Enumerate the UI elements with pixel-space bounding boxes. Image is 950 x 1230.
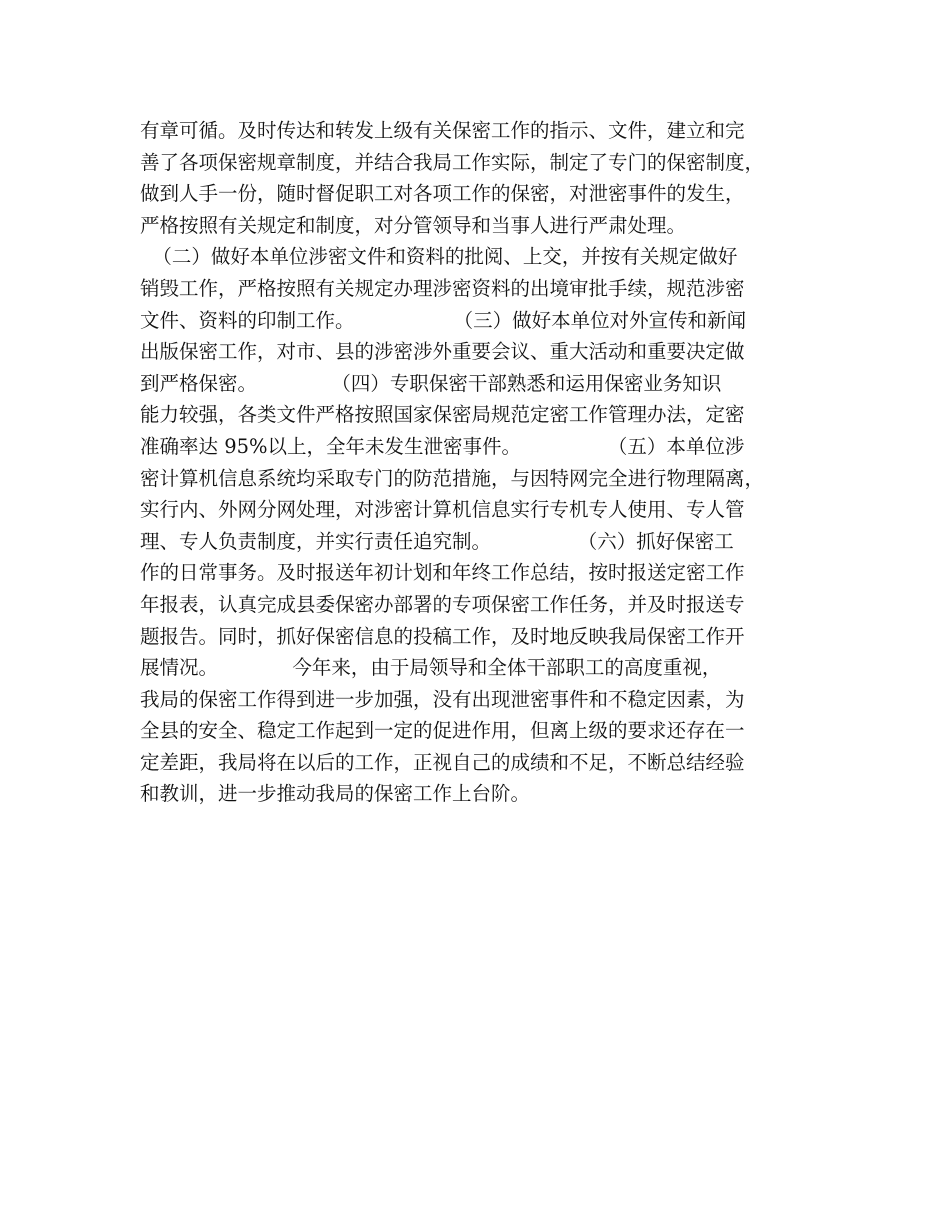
text-line: 我局的保密工作得到进一步加强，没有出现泄密事件和不稳定因素，为: [140, 687, 745, 711]
text-line: 准确率达 95%以上，全年未发生泄密事件。 （五）本单位涉: [140, 434, 745, 458]
text-line: 销毁工作，严格按照有关规定办理涉密资料的出境审批手续，规范涉密: [140, 276, 745, 300]
text-line: 做到人手一份，随时督促职工对各项工作的保密，对泄密事件的发生，: [140, 182, 745, 206]
text-line: 理、专人负责制度，并实行责任追究制。 （六）抓好保密工: [140, 529, 734, 553]
text-line: 到严格保密。 （四）专职保密干部熟悉和运用保密业务知识: [140, 371, 722, 395]
text-line: （二）做好本单位涉密文件和资料的批阅、上交，并按有关规定做好: [140, 245, 738, 269]
text-line: 展情况。 今年来，由于局领导和全体干部职工的高度重视，: [140, 656, 722, 680]
text-line: 密计算机信息系统均采取专门的防范措施，与因特网完全进行物理隔离，: [140, 466, 765, 490]
text-line: 题报告。同时，抓好保密信息的投稿工作，及时地反映我局保密工作开: [140, 624, 745, 648]
text-line: 全县的安全、稳定工作起到一定的促进作用，但离上级的要求还存在一: [140, 719, 745, 743]
text-line: 实行内、外网分网处理，对涉密计算机信息实行专机专人使用、专人管: [140, 498, 745, 522]
text-line: 能力较强，各类文件严格按照国家保密局规范定密工作管理办法，定密: [140, 403, 745, 427]
text-line: 文件、资料的印制工作。 （三）做好本单位对外宣传和新闻: [140, 308, 747, 332]
text-line: 有章可循。及时传达和转发上级有关保密工作的指示、文件，建立和完: [140, 119, 745, 142]
text-line: 年报表，认真完成县委保密办部署的专项保密工作任务，并及时报送专: [140, 592, 745, 616]
text-line: 严格按照有关规定和制度，对分管领导和当事人进行严肃处理。: [140, 213, 687, 237]
text-line: 善了各项保密规章制度，并结合我局工作实际，制定了专门的保密制度，: [140, 150, 765, 174]
body-text: [140, 115, 830, 810]
text-line: 定差距，我局将在以后的工作，正视自己的成绩和不足，不断总结经验: [140, 750, 745, 774]
text-line: 作的日常事务。及时报送年初计划和年终工作总结，按时报送定密工作: [140, 561, 745, 585]
text-line: 出版保密工作，对市、县的涉密涉外重要会议、重大活动和重要决定做: [140, 340, 745, 364]
text-line: 和教训，进一步推动我局的保密工作上台阶。: [140, 782, 531, 806]
